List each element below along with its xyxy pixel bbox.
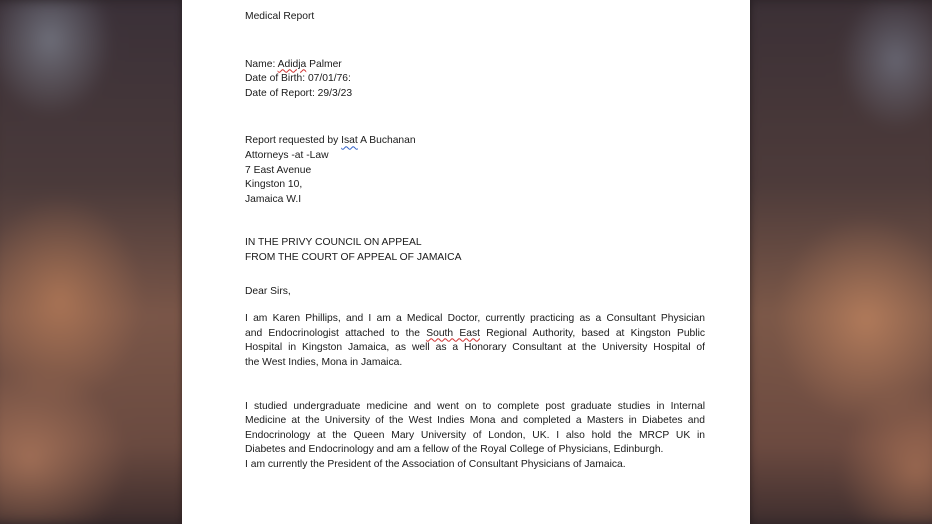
address-line: 7 East Avenue <box>245 164 312 176</box>
paragraph-line: Hospital in Kingston Jamaica, as well as a Honorary Consultant at the University Hospital of <box>245 342 705 354</box>
document-page <box>182 0 750 524</box>
paragraph-line: Medicine at the University of the West Indies Mona and completed a Masters in Diabetes and <box>245 415 705 427</box>
date-of-birth: Date of Birth: 07/01/76: <box>245 73 351 85</box>
address-line: Attorneys -at -Law <box>245 149 329 161</box>
paragraph-credentials-intro <box>245 312 705 370</box>
salutation: Dear Sirs, <box>245 285 291 297</box>
requested-by: Report requested by Isat A Buchanan <box>245 135 416 147</box>
date-of-report: Date of Report: 29/3/23 <box>245 87 353 99</box>
document-body <box>245 10 705 472</box>
court-heading <box>245 236 705 265</box>
paragraph-line: I am currently the President of the Association of Consultant Physicians of Jamaica. <box>245 458 626 470</box>
court-line: FROM THE COURT OF APPEAL OF JAMAICA <box>245 251 462 263</box>
paragraph-line: and Endocrinologist attached to the South East Regional Authority, based at Kingston Public <box>245 327 706 339</box>
paragraph-line: Diabetes and Endocrinology and am a fellow of the Royal College of Physicians, Edinburgh. <box>245 444 664 456</box>
blurred-background-right <box>746 0 932 524</box>
paragraph-line: I studied undergraduate medicine and went on to complete post graduate studies in Internal <box>245 400 705 412</box>
blurred-background-left <box>0 0 190 524</box>
requester-address <box>245 134 705 207</box>
paragraph-line: I am Karen Phillips, and I am a Medical Doctor, currently practicing as a Consultant Physician <box>245 313 705 325</box>
patient-details <box>245 58 705 102</box>
address-line: Jamaica W.I <box>245 193 302 205</box>
address-line: Kingston 10, <box>245 179 303 191</box>
court-line: IN THE PRIVY COUNCIL ON APPEAL <box>245 237 422 249</box>
paragraph-education <box>245 400 705 473</box>
document-title: Medical Report <box>245 11 315 22</box>
paragraph-line: Endocrinology at the Queen Mary University of London, UK. I also hold the MRCP UK in <box>245 429 705 441</box>
paragraph-line: the West Indies, Mona in Jamaica. <box>245 356 403 368</box>
patient-name: Name: Adidja Palmer <box>245 58 342 70</box>
